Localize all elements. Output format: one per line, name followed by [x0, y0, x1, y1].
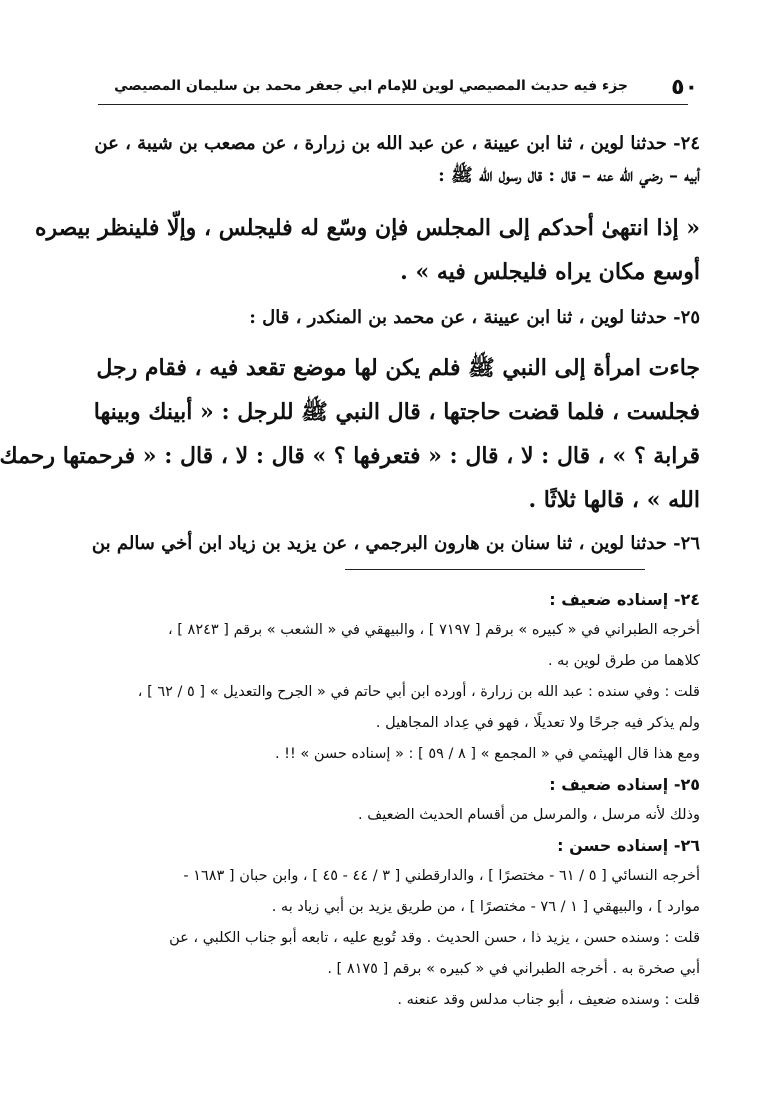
hadith-24-matn	[34, 206, 700, 294]
hadith-24-matn-line-2: أوسع مكان يراه فليجلس فيه » .	[400, 259, 700, 285]
hadith-24	[94, 128, 700, 192]
note-26-line-4: أبي صخرة به . أخرجه الطبراني في « كبيره » برقم [ ٨١٧٥ ] .	[327, 961, 700, 977]
note-24-heading: ٢٤- إسناده ضعيف :	[549, 590, 700, 609]
hadith-25-matn-line-4: الله » ، قالها ثلاثًا .	[528, 487, 700, 513]
hadith-25-matn-line-2: فجلست ، فلما قضت حاجتها ، قال النبي ﷺ للرجل : « أبينك وبينها	[93, 399, 700, 425]
note-24-line-5: ومع هذا قال الهيثمي في « المجمع » [ ٨ / ٥٩ ] : « إسناده حسن » !! .	[274, 746, 700, 762]
note-26-line-2: موارد ] ، والبيهقي [ ١ / ٧٦ - مختصرًا ] ، من طريق يزيد بن أبي زياد به .	[271, 899, 700, 915]
running-title: جزء فيه حديث المصيصي لوين للإمام ابي جعفر محمد بن سليمان المصيصي	[114, 78, 628, 94]
hadith-24-matn-line-1: « إذا انتهىٰ أحدكم إلى المجلس فإن وسّع له فليجلس ، وإلّا فلينظر بيصره	[34, 215, 700, 241]
hadith-26-isnad-line-1: ٢٦- حدثنا لوين ، ثنا سنان بن هارون البرجمي ، عن يزيد بن زياد ابن أخي سالم بن	[91, 533, 700, 554]
note-25-heading: ٢٥- إسناده ضعيف :	[549, 775, 700, 794]
page-header	[98, 74, 698, 105]
hadith-25-isnad-line-1: ٢٥- حدثنا لوين ، ثنا ابن عيينة ، عن محمد بن المنكدر ، قال :	[249, 307, 700, 328]
note-24-line-1: أخرجه الطبراني في « كبيره » برقم [ ٧١٩٧ ] ، والبيهقي في « الشعب » برقم [ ٨٢٤٣ ] ،	[167, 622, 700, 638]
hadith-25-matn-line-1: جاءت امرأة إلى النبي ﷺ فلم يكن لها موضع تقعد فيه ، فقام رجل	[96, 355, 700, 381]
hadith-25	[100, 302, 700, 334]
hadith-24-isnad-line-2: أبيه – رضي الله عنه – قال : قال رسول الله ﷺ :	[438, 165, 700, 186]
note-24-line-2: كلاهما من طرق لوين به .	[547, 653, 700, 669]
footnote-separator	[345, 569, 645, 570]
note-25-line-1: وذلك لأنه مرسل ، والمرسل من أقسام الحديث الضعيف .	[358, 807, 700, 823]
note-26-line-5: قلت : وسنده ضعيف ، أبو جناب مدلس وقد عنعنه .	[397, 992, 700, 1008]
hadith-25-matn	[0, 346, 700, 522]
page-number: ٥٠	[671, 75, 698, 100]
hadith-25-matn-line-3: قرابة ؟ » ، قال : لا ، قال : « فتعرفها ؟ » قال : لا ، قال : « فرحمتها رحمك	[0, 443, 700, 469]
note-26-line-1: أخرجه النسائي [ ٥ / ٦١ - مختصرًا ] ، والدارقطني [ ٣ / ٤٤ - ٤٥ ] ، وابن حبان [ ١٦٨٣ -	[183, 868, 700, 884]
note-26-heading: ٢٦- إسناده حسن :	[557, 836, 700, 855]
note-24-line-4: ولم يذكر فيه جرحًا ولا تعديلًا ، فهو في عِداد المجاهيل .	[375, 715, 700, 731]
hadith-26	[91, 528, 700, 560]
hadith-24-isnad-line-1: ٢٤- حدثنا لوين ، ثنا ابن عيينة ، عن عبد الله بن زرارة ، عن مصعب بن شيبة ، عن	[94, 133, 700, 154]
note-26-line-3: قلت : وسنده حسن ، يزيد ذا ، حسن الحديث . وقد تُوبع عليه ، تابعه أبو جناب الكلبي ، عن	[169, 930, 700, 946]
footnotes	[100, 585, 700, 1016]
note-24-line-3: قلت : وفي سنده : عبد الله بن زرارة ، أورده ابن أبي حاتم في « الجرح والتعديل » [ ٥ / ٦٢ ] ،	[137, 684, 700, 700]
